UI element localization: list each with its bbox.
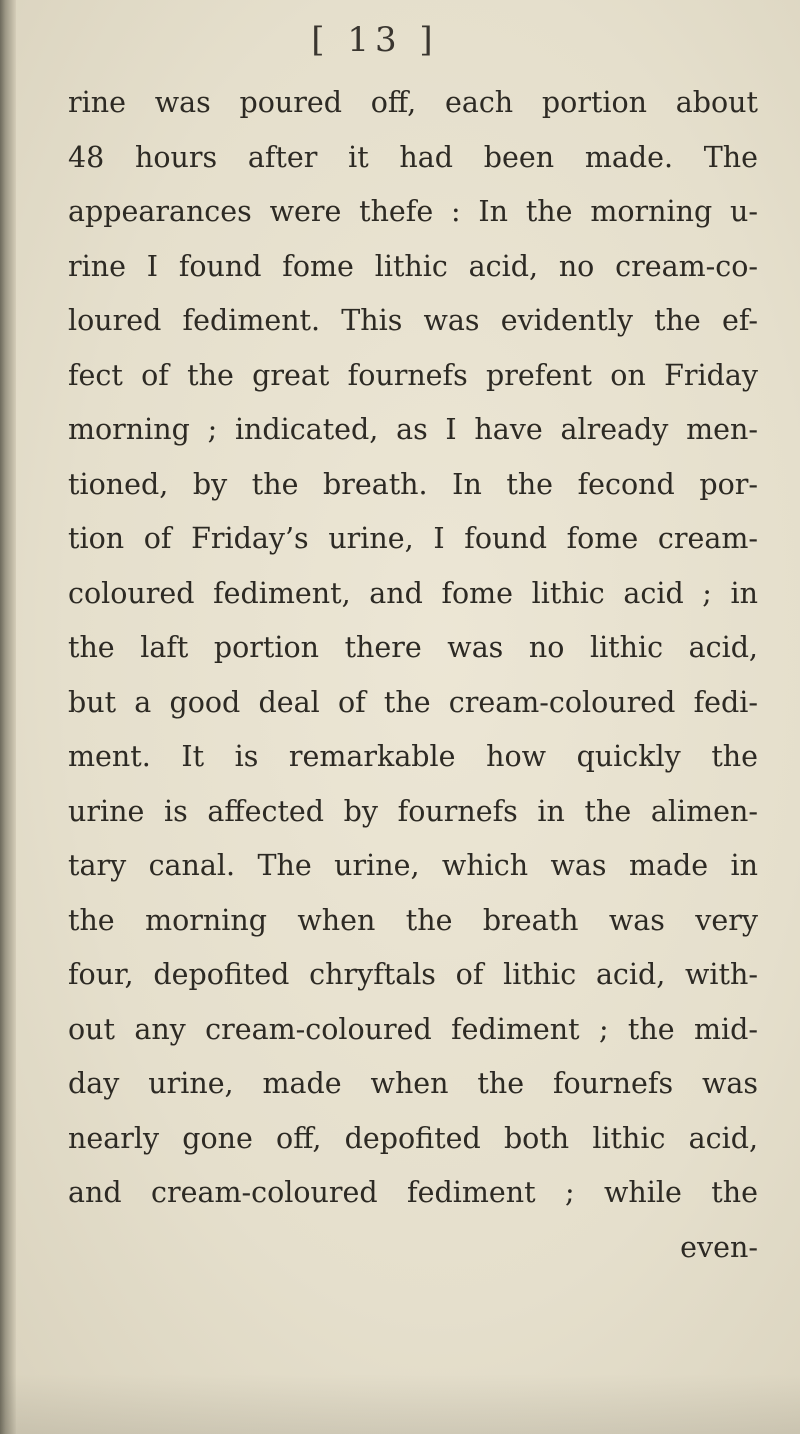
page-number-header: [ 13 ] xyxy=(311,20,439,60)
text-line: morning ; indicated, as I have already men- xyxy=(68,413,758,446)
text-line: the morning when the breath was very xyxy=(68,903,758,937)
text-line: 48 hours after it had been made. The xyxy=(68,140,758,174)
page-bottom-shadow xyxy=(0,1374,800,1434)
text-line: ment. It is remarkable how quickly the xyxy=(68,740,758,773)
page-binding-edge xyxy=(0,0,16,1434)
catchword: even- xyxy=(680,1230,758,1264)
text-line: appearances were thefe : In the morning u- xyxy=(68,195,758,228)
text-line: and cream-coloured fediment ; while the xyxy=(68,1176,758,1209)
text-line: loured fediment. This was evidently the ef- xyxy=(68,304,758,337)
body-text xyxy=(68,76,758,1275)
text-line: urine is affected by fournefs in the alimen- xyxy=(68,794,758,828)
text-line: tary canal. The urine, which was made in xyxy=(68,849,758,882)
text-line: fect of the great fournefs prefent on Friday xyxy=(68,358,758,392)
text-line: rine I found fome lithic acid, no cream-co- xyxy=(68,249,758,283)
text-line: nearly gone off, depofited both lithic acid, xyxy=(68,1121,758,1155)
text-line: coloured fediment, and fome lithic acid ; in xyxy=(68,576,758,610)
text-line: four, depofited chryftals of lithic acid, with- xyxy=(68,958,758,991)
text-line: but a good deal of the cream-coloured fedi- xyxy=(68,685,758,719)
text-line: the laft portion there was no lithic acid, xyxy=(68,631,758,664)
text-line: rine was poured off, each portion about xyxy=(68,86,758,119)
text-line: out any cream-coloured fediment ; the mid- xyxy=(68,1012,758,1046)
text-line: day urine, made when the fournefs was xyxy=(68,1067,758,1100)
text-line: tioned, by the breath. In the fecond por- xyxy=(68,467,758,501)
text-line: tion of Friday’s urine, I found fome cream- xyxy=(68,522,758,555)
